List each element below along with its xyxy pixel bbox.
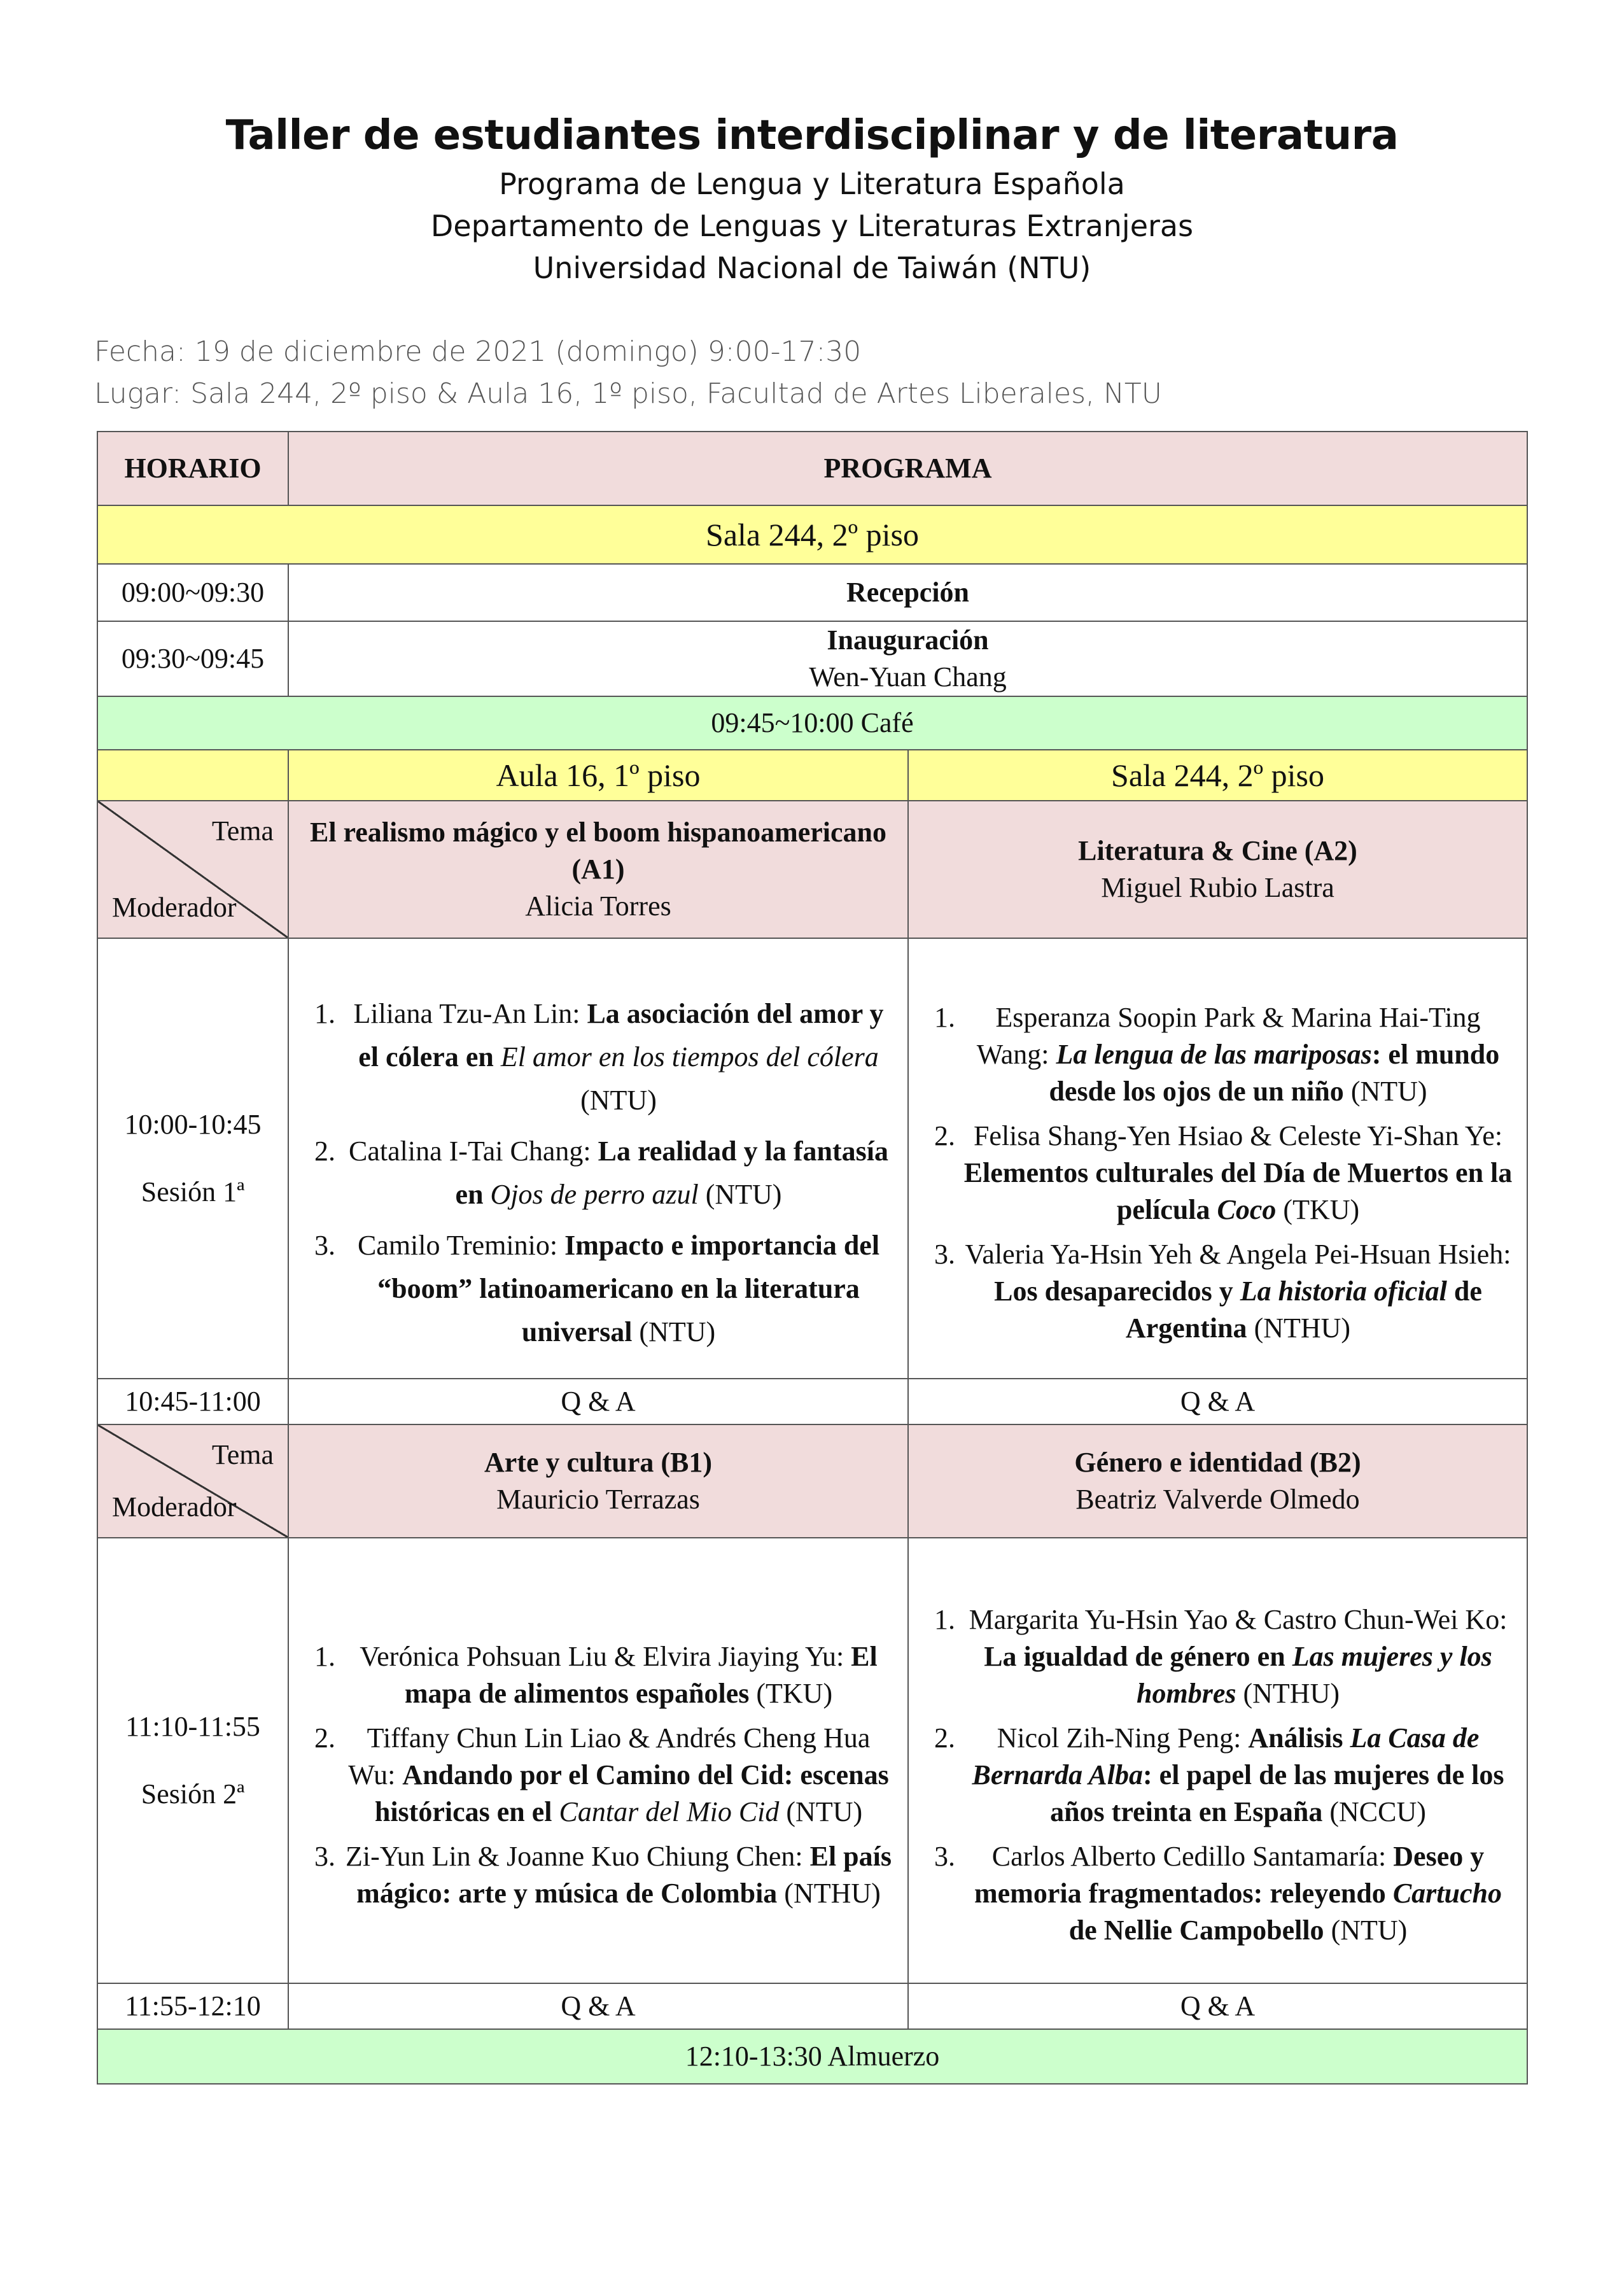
session2-right-list <box>921 1601 1514 1949</box>
talk-item: 3. Camilo Treminio: Impacto e importancia del “boom” latinoamericano en la literatura universal (NTU) <box>342 1224 895 1354</box>
topic-a2 <box>908 801 1527 938</box>
session2-left-list <box>302 1638 895 1912</box>
topic-row-a <box>97 801 1527 938</box>
venue-right: Sala 244, 2º piso <box>908 750 1527 801</box>
reception-time: 09:00~09:30 <box>97 564 288 621</box>
talk-item: 3. Carlos Alberto Cedillo Santamaría: Deseo y memoria fragmentados: releyendo Cartucho de Nellie Campobello (NTU) <box>962 1838 1514 1949</box>
session1-right-list <box>921 999 1514 1347</box>
session1-row <box>97 938 1527 1379</box>
topic-a2-title: Literatura & Cine (A2) <box>1078 835 1357 866</box>
talk-item: 2. Tiffany Chun Lin Liao & Andrés Cheng Hua Wu: Andando por el Camino del Cid: escenas históricas en el Cantar del Mio Cid (NTU) <box>342 1720 895 1831</box>
session2-time-cell <box>97 1538 288 1983</box>
opening-speaker: Wen-Yuan Chang <box>809 661 1007 693</box>
qa2-time: 11:55-12:10 <box>97 1983 288 2029</box>
session2-right-talks <box>908 1538 1527 1983</box>
department-name: Departamento de Lenguas y Literaturas Extranjeras <box>430 209 1194 243</box>
qa2-row <box>97 1983 1527 2029</box>
session1-right-talks <box>908 938 1527 1379</box>
coffee-break: 09:45~10:00 Café <box>97 696 1527 750</box>
qa1-time: 10:45-11:00 <box>97 1379 288 1424</box>
session2-name: Sesión 2ª <box>141 1778 245 1810</box>
talk-item: 1. Verónica Pohsuan Liu & Elvira Jiaying Yu: El mapa de alimentos españoles (TKU) <box>342 1638 895 1712</box>
topic-row-b <box>97 1424 1527 1538</box>
venue-empty-cell <box>97 750 288 801</box>
topic-a1 <box>288 801 908 938</box>
lunch-break: 12:10-13:30 Almuerzo <box>97 2029 1527 2084</box>
venue-left: Aula 16, 1º piso <box>288 750 908 801</box>
talk-item: 2. Catalina I-Tai Chang: La realidad y la fantasía en Ojos de perro azul (NTU) <box>342 1130 895 1216</box>
tema-moderador-cell-b <box>97 1424 288 1538</box>
qa1-left: Q & A <box>288 1379 908 1424</box>
university-name: Universidad Nacional de Taiwán (NTU) <box>533 251 1091 285</box>
session1-time-cell <box>97 938 288 1379</box>
qa1-right: Q & A <box>908 1379 1527 1424</box>
table-header-row <box>97 432 1527 505</box>
opening-time: 09:30~09:45 <box>97 621 288 696</box>
topic-b1-moderator: Mauricio Terrazas <box>496 1484 700 1515</box>
qa1-row <box>97 1379 1527 1424</box>
tema-label: Tema <box>211 815 274 847</box>
talk-item: 2. Nicol Zih-Ning Peng: Análisis La Casa de Bernarda Alba: el papel de las mujeres de los años treinta en España (NCCU) <box>962 1720 1514 1831</box>
schedule-table <box>97 431 1528 2085</box>
topic-b1 <box>288 1424 908 1538</box>
venue-row-split <box>97 750 1527 801</box>
session1-left-talks <box>288 938 908 1379</box>
qa2-right: Q & A <box>908 1983 1527 2029</box>
document-title: Taller de estudiantes interdisciplinar y de literatura <box>225 112 1399 159</box>
document-header <box>0 108 1624 289</box>
talk-item: 3. Valeria Ya-Hsin Yeh & Angela Pei-Hsuan Hsieh: Los desaparecidos y La historia oficial de Argentina (NTHU) <box>962 1236 1514 1347</box>
topic-b2-title: Género e identidad (B2) <box>1074 1447 1361 1478</box>
talk-item: 3. Zi-Yun Lin & Joanne Kuo Chiung Chen: El país mágico: arte y música de Colombia (NTHU) <box>342 1838 895 1912</box>
topic-b1-title: Arte y cultura (B1) <box>484 1447 712 1478</box>
reception-row <box>97 564 1527 621</box>
session2-row <box>97 1538 1527 1983</box>
horario-header: HORARIO <box>97 432 288 505</box>
moderador-label: Moderador <box>112 892 237 923</box>
venue-main: Sala 244, 2º piso <box>97 505 1527 564</box>
coffee-row <box>97 696 1527 750</box>
topic-b2-moderator: Beatriz Valverde Olmedo <box>1075 1484 1360 1515</box>
event-location: Lugar: Sala 244, 2º piso & Aula 16, 1º piso, Facultad de Artes Liberales, NTU <box>94 377 1162 410</box>
opening-label: Inauguración <box>827 624 989 656</box>
talk-item: 1. Margarita Yu-Hsin Yao & Castro Chun-Wei Ko: La igualdad de género en Las mujeres y los hombres (NTHU) <box>962 1601 1514 1712</box>
opening-row <box>97 621 1527 696</box>
event-date: Fecha: 19 de diciembre de 2021 (domingo) 9:00-17:30 <box>94 335 862 368</box>
talk-item: 2. Felisa Shang-Yen Hsiao & Celeste Yi-Shan Ye: Elementos culturales del Día de Muertos en la película Coco (TKU) <box>962 1118 1514 1228</box>
reception-label: Recepción <box>288 564 1527 621</box>
talk-item: 1. Liliana Tzu-An Lin: La asociación del amor y el cólera en El amor en los tiempos del cólera (NTU) <box>342 992 895 1122</box>
session2-left-talks <box>288 1538 908 1983</box>
tema-moderador-cell <box>97 801 288 938</box>
event-info <box>94 331 1162 415</box>
talk-item: 1. Esperanza Soopin Park & Marina Hai-Ting Wang: La lengua de las mariposas: el mundo desde los ojos de un niño (NTU) <box>962 999 1514 1110</box>
lunch-row <box>97 2029 1527 2084</box>
session1-name: Sesión 1ª <box>141 1176 245 1207</box>
tema-label-b: Tema <box>211 1439 274 1470</box>
opening-cell <box>288 621 1527 696</box>
topic-a1-moderator: Alicia Torres <box>525 890 671 922</box>
moderador-label-b: Moderador <box>112 1491 237 1522</box>
session1-left-list <box>302 992 895 1354</box>
qa2-left: Q & A <box>288 1983 908 2029</box>
program-name: Programa de Lengua y Literatura Española <box>499 167 1125 201</box>
topic-a2-moderator: Miguel Rubio Lastra <box>1101 872 1334 903</box>
venue-row-main <box>97 505 1527 564</box>
session2-time: 11:10-11:55 <box>125 1711 260 1742</box>
programa-header: PROGRAMA <box>288 432 1527 505</box>
topic-a1-title: El realismo mágico y el boom hispanoamericano (A1) <box>309 817 887 885</box>
topic-b2 <box>908 1424 1527 1538</box>
session1-time: 10:00-10:45 <box>124 1109 262 1140</box>
